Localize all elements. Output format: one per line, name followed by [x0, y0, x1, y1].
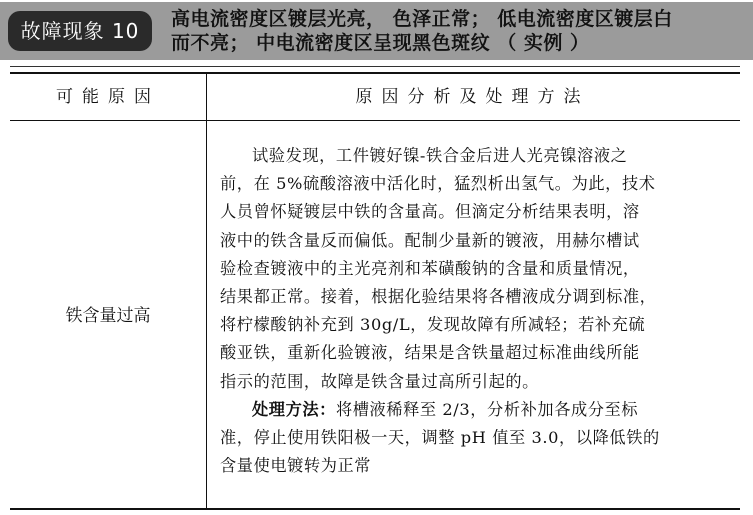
method-label: 处理方法： [252, 399, 336, 419]
column-divider [206, 74, 207, 508]
cause-cell: 铁含量过高 [65, 306, 151, 326]
analysis-line: 试验发现，工件镀好镍-铁合金后进人光亮镍溶液之 [252, 146, 628, 165]
analysis-line: 验检查镀液中的主光亮剂和苯磺酸钠的含量和质量情况， [220, 258, 640, 278]
analysis-line: 指示的范围，故障是铁含量过高所引起的。 [220, 371, 539, 391]
fault-title-line-1: 高电流密度区镀层光亮， 色泽正常； 低电流密度区镀层白 [171, 8, 673, 30]
header-rule [10, 120, 740, 121]
analysis-line: 结果都正常。接着，根据化验结果将各槽液成分调到标准， [220, 287, 657, 307]
header-bar [0, 2, 753, 60]
analysis-cell [220, 142, 729, 480]
method-line: 含量使电镀转为正常 [220, 456, 372, 476]
analysis-line: 酸亚铁，重新化验镀液，结果是含铁量超过标准曲线所能 [220, 343, 640, 363]
method-line: 准，停止使用铁阳极一天，调整 pH 值至 3.0，以降低铁的 [220, 428, 660, 448]
column-header-cause: 可能原因 [56, 87, 160, 107]
analysis-line: 液中的铁含量反而偏低。配制少量新的镀液，用赫尔槽试 [220, 230, 640, 250]
analysis-line: 前，在 5%硫酸溶液中活化时，猛烈析出氢气。为此，技术 [220, 174, 656, 194]
fault-badge: 故障现象 10 [8, 11, 152, 51]
analysis-line: 人员曾怀疑镀层中铁的含量高。但滴定分析结果表明，溶 [220, 202, 640, 222]
fault-title-line-2: 而不亮； 中电流密度区呈现黑色斑纹 （ 实例 ） [171, 32, 590, 54]
fault-title [171, 7, 746, 55]
column-header-method: 原因分析及处理方法 [355, 87, 590, 107]
method-line [220, 396, 729, 424]
analysis-line: 将柠檬酸钠补充到 30g/L，发现故障有所减轻；若补充硫 [220, 315, 646, 335]
fault-table [10, 72, 740, 510]
method-text: 将槽液稀释至 2/3，分析补加各成分至标 [335, 399, 639, 419]
divider-rule [10, 66, 740, 67]
